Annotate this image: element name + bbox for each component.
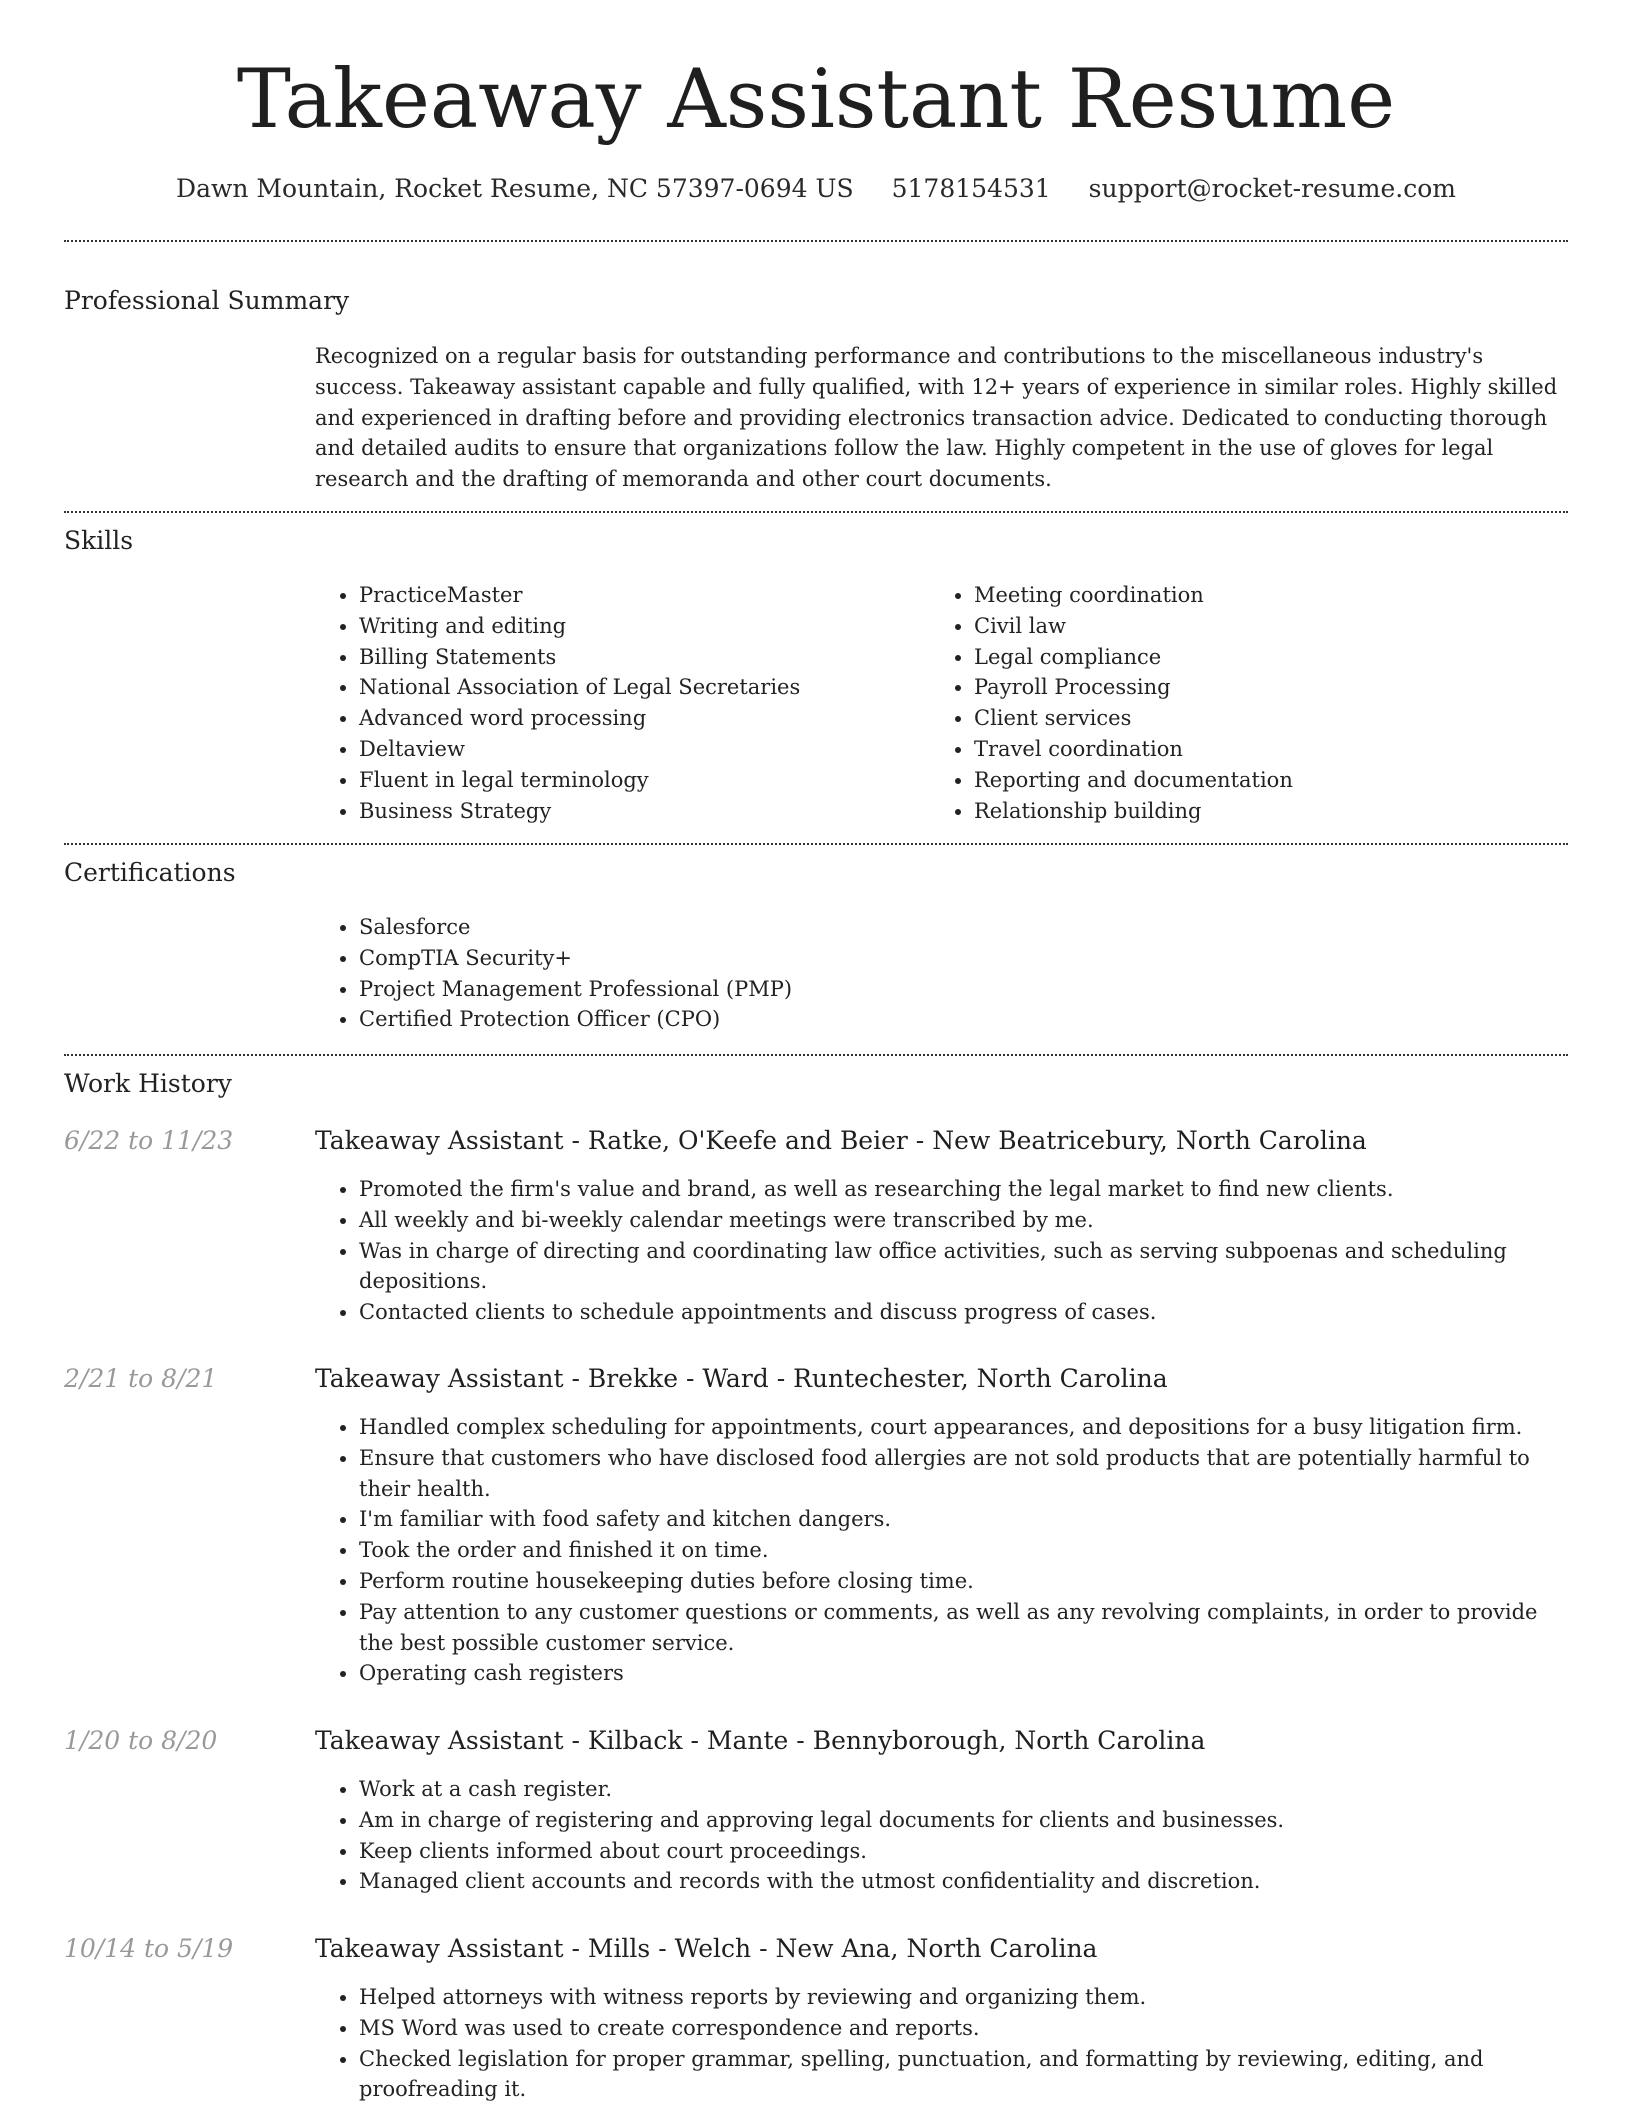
- job-bullet: • Pay attention to any customer questions or comments, as well as any revolving complaints, in order to provide the best possible customer service.: [359, 1597, 1568, 1659]
- skill-item: • Civil law: [974, 611, 1574, 642]
- job-bullet: • Work at a cash register.: [359, 1774, 1568, 1805]
- certification-item: • Salesforce: [359, 912, 1559, 943]
- contact-address: Dawn Mountain, Rocket Resume, NC 57397-0694 US: [176, 174, 854, 203]
- skill-item: • Advanced word processing: [359, 703, 919, 734]
- job-dates: 2/21 to 8/21: [64, 1364, 218, 1393]
- job-title: Takeaway Assistant - Brekke - Ward - Runtechester, North Carolina: [315, 1364, 1168, 1393]
- job-title: Takeaway Assistant - Ratke, O'Keefe and Beier - New Beatricebury, North Carolina: [315, 1126, 1367, 1155]
- skills-list-left: [315, 580, 919, 826]
- summary-heading: Professional Summary: [64, 286, 350, 315]
- certifications-list: [315, 912, 1559, 1035]
- job-bullet: • Took the order and finished it on time.: [359, 1535, 1568, 1566]
- job-bullet: • Helped attorneys with witness reports by reviewing and organizing them.: [359, 1982, 1568, 2013]
- skill-item: • Payroll Processing: [974, 672, 1574, 703]
- skill-item: • Billing Statements: [359, 642, 919, 673]
- job-bullet: • I'm familiar with food safety and kitchen dangers.: [359, 1504, 1568, 1535]
- job-bullet: • Handled complex scheduling for appointments, court appearances, and depositions for a busy litigation firm.: [359, 1412, 1568, 1443]
- job-bullet: • Managed client accounts and records with the utmost confidentiality and discretion.: [359, 1866, 1568, 1897]
- job-bullet: • Operating cash registers: [359, 1658, 1568, 1689]
- resume-title: Takeaway Assistant Resume: [236, 53, 1396, 147]
- skill-item: • National Association of Legal Secretaries: [359, 672, 919, 703]
- section-divider: [64, 511, 1568, 513]
- job-dates: 6/22 to 11/23: [64, 1126, 234, 1155]
- job-title: Takeaway Assistant - Kilback - Mante - Bennyborough, North Carolina: [315, 1726, 1206, 1755]
- certification-item: • CompTIA Security+: [359, 943, 1559, 974]
- section-divider: [64, 1054, 1568, 1056]
- job-bullets: [315, 1174, 1568, 1328]
- skill-item: • Writing and editing: [359, 611, 919, 642]
- skill-item: • Fluent in legal terminology: [359, 765, 919, 796]
- skill-item: • Deltaview: [359, 734, 919, 765]
- job-bullets: [315, 1774, 1568, 1897]
- section-divider: [64, 240, 1568, 242]
- section-divider: [64, 843, 1568, 845]
- skill-item: • Reporting and documentation: [974, 765, 1574, 796]
- skill-item: • Travel coordination: [974, 734, 1574, 765]
- job-bullet: • Promoted the firm's value and brand, as well as researching the legal market to find new clients.: [359, 1174, 1568, 1205]
- job-bullet: • Checked legislation for proper grammar, spelling, punctuation, and formatting by reviewing, editing, and proofreading it.: [359, 2044, 1568, 2106]
- certification-item: • Certified Protection Officer (CPO): [359, 1004, 1559, 1035]
- summary-text: Recognized on a regular basis for outstanding performance and contributions to the miscellaneous industry's success. Takeaway assistant capable and fully qualified, with 12+ years of experience in similar roles. Highly skilled and experienced in drafting before and providing electronics transaction advice. Dedicated to conducting thorough and detailed audits to ensure that organizations follow the law. Highly competent in the use of gloves for legal research and the drafting of memoranda and other court documents.: [315, 344, 1558, 492]
- job-dates: 1/20 to 8/20: [64, 1726, 218, 1755]
- skill-item: • Client services: [974, 703, 1574, 734]
- skills-heading: Skills: [64, 526, 134, 555]
- job-bullet: • All weekly and bi-weekly calendar meetings were transcribed by me.: [359, 1205, 1568, 1236]
- skill-item: • Business Strategy: [359, 796, 919, 827]
- job-bullet: • Ensure that customers who have disclosed food allergies are not sold products that are potentially harmful to their health.: [359, 1443, 1568, 1505]
- job-bullet: • MS Word was used to create correspondence and reports.: [359, 2013, 1568, 2044]
- certification-item: • Project Management Professional (PMP): [359, 974, 1559, 1005]
- contact-phone: 5178154531: [891, 174, 1051, 203]
- job-bullets: [315, 1982, 1568, 2105]
- skill-item: • Legal compliance: [974, 642, 1574, 673]
- job-bullet: • Am in charge of registering and approving legal documents for clients and businesses.: [359, 1805, 1568, 1836]
- job-bullets: [315, 1412, 1568, 1689]
- contact-email: support@rocket-resume.com: [1088, 174, 1456, 203]
- skill-item: • Meeting coordination: [974, 580, 1574, 611]
- certifications-heading: Certifications: [64, 858, 236, 887]
- work-history-heading: Work History: [64, 1069, 232, 1098]
- job-bullet: • Contacted clients to schedule appointments and discuss progress of cases.: [359, 1297, 1568, 1328]
- job-bullet: • Perform routine housekeeping duties before closing time.: [359, 1566, 1568, 1597]
- contact-line: [0, 170, 1632, 208]
- job-bullet: • Was in charge of directing and coordinating law office activities, such as serving subpoenas and scheduling depositions.: [359, 1236, 1568, 1298]
- job-bullet: • Keep clients informed about court proceedings.: [359, 1836, 1568, 1867]
- skills-list-right: [930, 580, 1574, 826]
- skill-item: • PracticeMaster: [359, 580, 919, 611]
- job-dates: 10/14 to 5/19: [64, 1934, 234, 1963]
- job-title: Takeaway Assistant - Mills - Welch - New Ana, North Carolina: [315, 1934, 1098, 1963]
- skill-item: • Relationship building: [974, 796, 1574, 827]
